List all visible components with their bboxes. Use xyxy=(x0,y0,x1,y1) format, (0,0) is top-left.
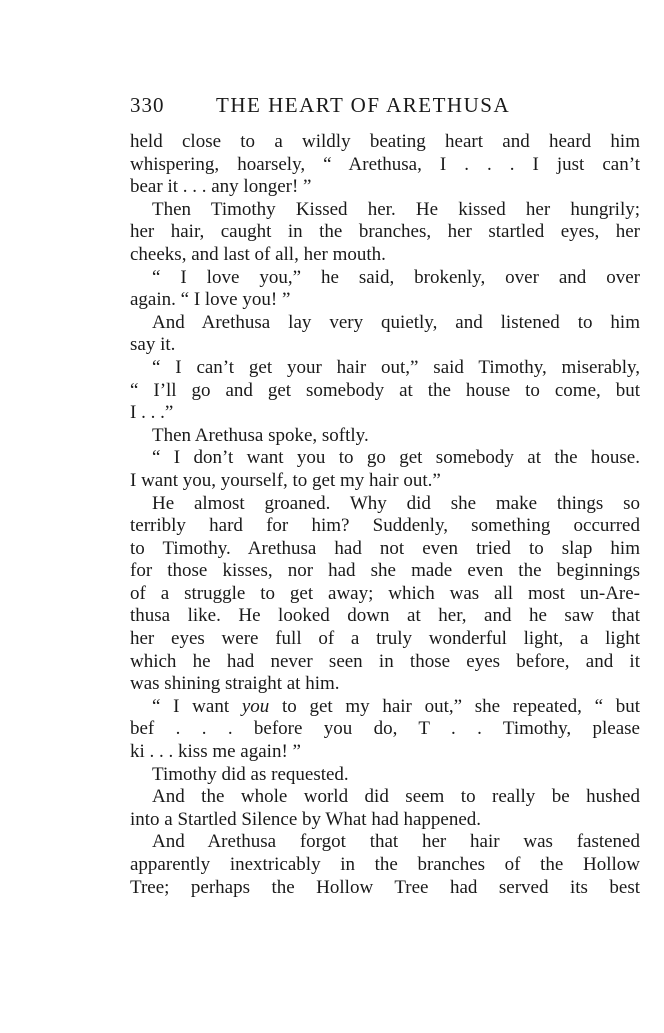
text-line: Then Timothy Kissed her. He kissed her hungrily; xyxy=(152,198,640,220)
text-line: whispering, hoarsely, “ Arethusa, I . . . I just can’t xyxy=(130,153,640,175)
text-line: I want you, yourself, to get my hair out.” xyxy=(130,469,441,491)
page-number: 330 xyxy=(130,93,165,117)
page-header xyxy=(130,90,640,120)
text-line: “ I can’t get your hair out,” said Timothy, miserably, xyxy=(152,356,640,378)
text-line: which he had never seen in those eyes before, and it xyxy=(130,650,640,672)
text-line: for those kisses, nor had she made even the beginnings xyxy=(130,560,640,582)
text-line: ki . . . kiss me again! ” xyxy=(130,741,301,763)
text-line: And the whole world did seem to really be hushed xyxy=(152,786,640,808)
text-line: her eyes were full of a truly wonderful light, a light xyxy=(130,628,640,650)
text-line: I . . .” xyxy=(130,402,174,424)
text-line: to Timothy. Arethusa had not even tried to slap him xyxy=(130,537,640,559)
text-line: bear it . . . any longer! ” xyxy=(130,176,312,198)
running-title: THE HEART OF ARETHUSA xyxy=(216,93,511,117)
text-line: was shining straight at him. xyxy=(130,673,340,695)
text-line: apparently inextricably in the branches of the Hollow xyxy=(130,854,640,875)
text-line: her hair, caught in the branches, her startled eyes, her xyxy=(130,221,640,243)
text-line: say it. xyxy=(130,334,176,356)
text-line: held close to a wildly beating heart and heard him xyxy=(130,131,640,152)
text-line: Tree; perhaps the Hollow Tree had served its best xyxy=(130,876,640,898)
text-line: again. “ I love you! ” xyxy=(130,289,291,311)
text-line: terribly hard for him? Suddenly, something occurred xyxy=(130,515,640,537)
text-line: “ I want you to get my hair out,” she repeated, “ but xyxy=(152,695,640,717)
text-line: of a struggle to get away; which was all most un-Are- xyxy=(130,582,640,604)
text-line: And Arethusa forgot that her hair was fastened xyxy=(152,831,640,853)
text-line: He almost groaned. Why did she make things so xyxy=(152,492,640,514)
emphasis: you xyxy=(241,695,270,717)
text-line: “ I’ll go and get somebody at the house to come, but xyxy=(130,379,640,401)
text-line: And Arethusa lay very quietly, and listened to him xyxy=(152,311,640,333)
text-line: into a Startled Silence by What had happened. xyxy=(130,808,482,830)
text-line: “ I don’t want you to go get somebody at the house. xyxy=(152,447,640,469)
text-line: Then Arethusa spoke, softly. xyxy=(152,424,369,446)
text-line: bef . . . before you do, T . . Timothy, please xyxy=(130,718,640,740)
body-text xyxy=(130,131,640,899)
text-line: cheeks, and last of all, her mouth. xyxy=(130,243,386,265)
text-line: “ I love you,” he said, brokenly, over and over xyxy=(152,266,640,288)
text-line: Timothy did as requested. xyxy=(152,763,349,785)
text-line: thusa like. He looked down at her, and he saw that xyxy=(130,605,640,627)
